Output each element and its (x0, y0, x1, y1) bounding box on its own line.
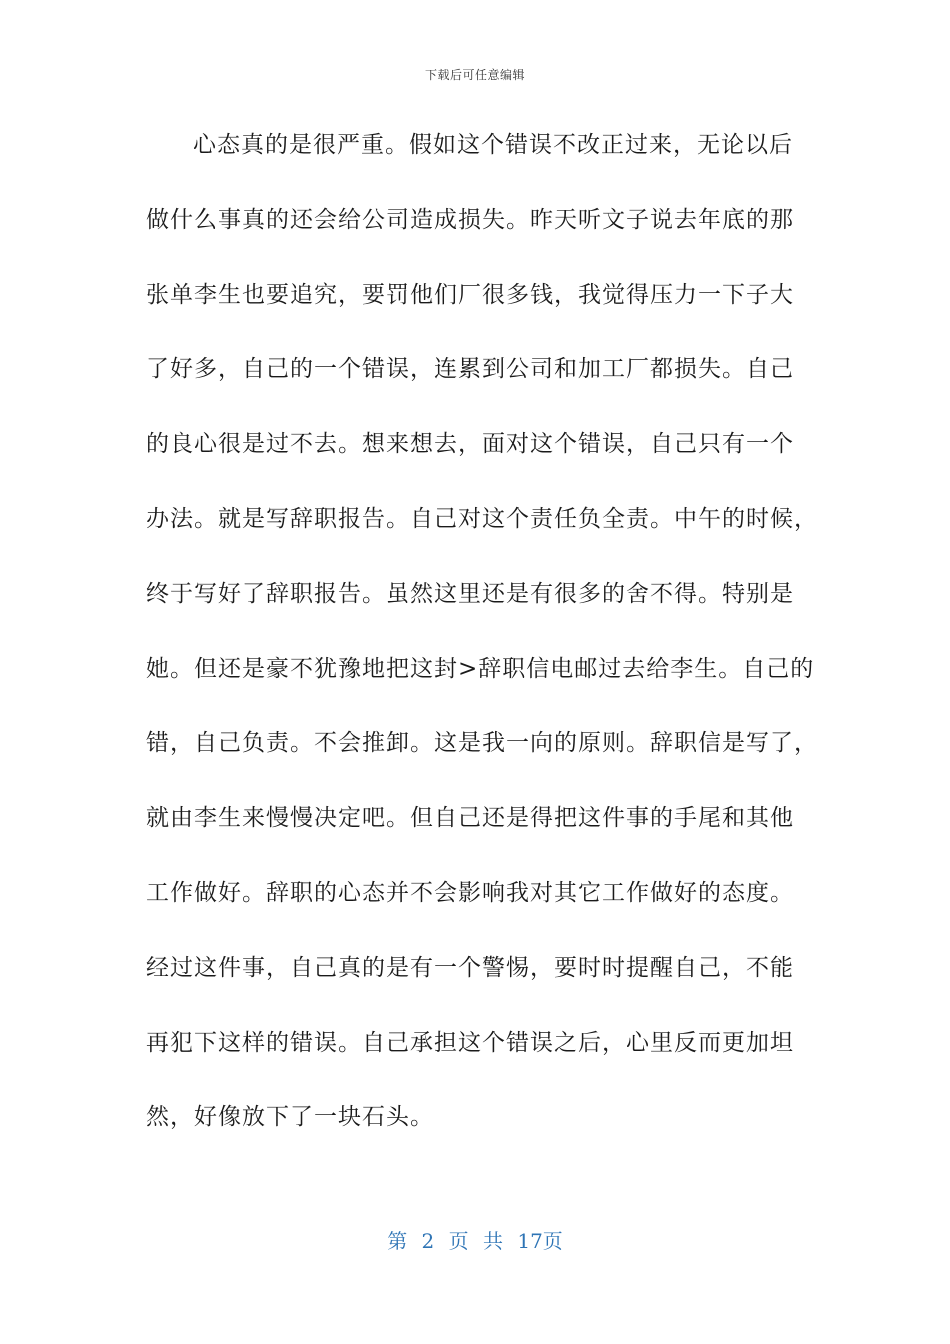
page-footer: 第 2 页 共 17页 (387, 1229, 563, 1253)
document-body (146, 118, 818, 1165)
paragraph-line: 就由李生来慢慢决定吧。但自己还是得把这件事的手尾和其他 (146, 805, 794, 832)
paragraph-line: 工作做好。辞职的心态并不会影响我对其它工作做好的态度。 (146, 879, 794, 906)
paragraph-line: 经过这件事，自己真的是有一个警惕，要时时提醒自己，不能 (146, 954, 794, 981)
paragraph-line: 她。但还是豪不犹豫地把这封>辞职信电邮过去给李生。自己的 (146, 655, 815, 682)
paragraph-line: 办法。就是写辞职报告。自己对这个责任负全责。中午的时候， (146, 505, 818, 532)
paragraph-line: 的良心很是过不去。想来想去，面对这个错误，自己只有一个 (146, 431, 794, 458)
paragraph-line: 再犯下这样的错误。自己承担这个错误之后，心里反而更加坦 (146, 1029, 794, 1056)
paragraph-line: 错，自己负责。不会推卸。这是我一向的原则。辞职信是写了， (146, 730, 818, 757)
paragraph-line: 终于写好了辞职报告。虽然这里还是有很多的舍不得。特别是 (146, 580, 794, 607)
page-header: 下载后可任意编辑 (424, 68, 525, 82)
paragraph-line: 张单李生也要追究，要罚他们厂很多钱，我觉得压力一下子大 (146, 281, 794, 308)
paragraph-line: 做什么事真的还会给公司造成损失。昨天听文子说去年底的那 (146, 206, 794, 233)
paragraph-line: 心态真的是很严重。假如这个错误不改正过来，无论以后 (193, 132, 793, 158)
paragraph-line: 然，好像放下了一块石头。 (146, 1104, 434, 1131)
paragraph-line: 了好多，自己的一个错误，连累到公司和加工厂都损失。自己 (146, 356, 794, 383)
